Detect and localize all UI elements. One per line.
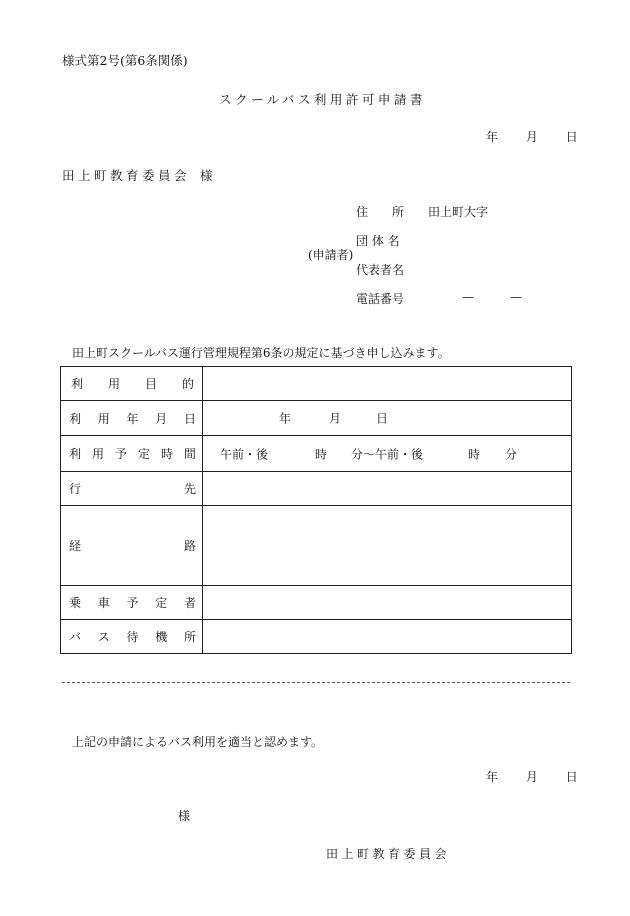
date-year: 年 — [486, 130, 499, 144]
label-char: 所 — [183, 630, 196, 644]
table-row — [61, 620, 572, 654]
label-char: 乗 — [69, 596, 82, 610]
date-month: 月 — [525, 130, 538, 144]
label-char: 用 — [97, 411, 110, 426]
label-char: 利 — [69, 411, 82, 426]
label-char: 用 — [107, 377, 120, 391]
date-day: 日 — [565, 770, 578, 784]
form-number: 様式第2号(第6条関係) — [62, 53, 188, 68]
table-row — [61, 436, 572, 472]
addressee-honorific: 様 — [200, 168, 213, 183]
value-cell-purpose[interactable] — [203, 367, 572, 401]
addressee-name: 田上町教育委員会 — [62, 168, 191, 183]
phone-dash: — — [510, 290, 522, 304]
time-hour-end: 時 — [468, 447, 481, 461]
approval-date — [486, 768, 578, 785]
label-char: 待 — [126, 630, 139, 644]
row-label-standby — [61, 620, 203, 654]
row-label-passengers — [61, 586, 203, 620]
value-cell-date[interactable] — [203, 401, 572, 436]
row-label-purpose — [61, 367, 203, 401]
application-table — [60, 366, 572, 654]
label-char: 的 — [181, 377, 194, 391]
label-char: 経 — [69, 539, 82, 553]
label-char: 用 — [91, 447, 104, 461]
label-char: 予 — [126, 596, 139, 610]
table-row — [61, 367, 572, 401]
time-hour-start: 時 — [315, 447, 328, 461]
table-row — [61, 472, 572, 506]
table-row — [61, 401, 572, 436]
label-char: 時 — [160, 447, 173, 461]
time-minute-end: 分 — [505, 447, 518, 461]
label-char: 者 — [183, 596, 196, 610]
value-cell-standby[interactable] — [203, 620, 572, 654]
approval-text: 上記の申請によるバス利用を適当と認めます。 — [72, 735, 324, 749]
approval-honorific: 様 — [178, 809, 191, 823]
representative-label: 代表者名 — [356, 263, 405, 277]
intro-text: 田上町スクールバス運行管理規程第6条の規定に基づき申し込みます。 — [72, 346, 450, 360]
usage-month: 月 — [329, 411, 342, 426]
applicant-marker: (申請者) — [308, 248, 354, 262]
address-label: 住 所 — [356, 205, 405, 219]
label-char: 定 — [137, 447, 150, 461]
label-char: 車 — [97, 596, 110, 610]
table-row — [61, 586, 572, 620]
addressee — [62, 166, 213, 184]
cut-line-divider — [62, 682, 570, 683]
label-char: 月 — [155, 411, 168, 426]
label-char: 日 — [183, 411, 196, 426]
label-char: 予 — [114, 447, 127, 461]
phone-dash: — — [462, 290, 474, 304]
label-char: 間 — [183, 447, 196, 461]
row-label-destination — [61, 472, 203, 506]
address-value: 田上町大字 — [428, 205, 489, 219]
application-date — [486, 128, 578, 145]
date-day: 日 — [565, 130, 578, 144]
label-char: ス — [97, 630, 110, 644]
phone-label: 電話番号 — [356, 292, 405, 306]
table-row — [61, 506, 572, 586]
label-char: 行 — [69, 482, 82, 496]
label-char: 利 — [71, 377, 84, 391]
date-year: 年 — [486, 770, 499, 784]
usage-day: 日 — [376, 411, 389, 426]
value-cell-route[interactable] — [203, 506, 572, 586]
row-label-time — [61, 436, 203, 472]
usage-year: 年 — [279, 411, 292, 426]
value-cell-passengers[interactable] — [203, 586, 572, 620]
label-char: 定 — [155, 596, 168, 610]
label-char: 年 — [126, 411, 139, 426]
page-title: スクールバス利用許可申請書 — [219, 92, 426, 107]
label-char: 利 — [69, 447, 82, 461]
value-cell-time[interactable] — [203, 436, 572, 472]
label-char: 目 — [144, 377, 157, 391]
group-name-label: 団 体 名 — [356, 234, 400, 248]
value-cell-destination[interactable] — [203, 472, 572, 506]
time-ampm-start: 午前・後 — [220, 447, 269, 461]
date-month: 月 — [525, 770, 538, 784]
label-char: バ — [69, 630, 82, 644]
row-label-date — [61, 401, 203, 436]
time-minute-start: 分〜午前・後 — [351, 447, 424, 461]
label-char: 路 — [183, 539, 196, 553]
label-char: 機 — [155, 630, 168, 644]
label-char: 先 — [183, 482, 196, 496]
issuer-name: 田上町教育委員会 — [326, 847, 451, 861]
row-label-route — [61, 506, 203, 586]
